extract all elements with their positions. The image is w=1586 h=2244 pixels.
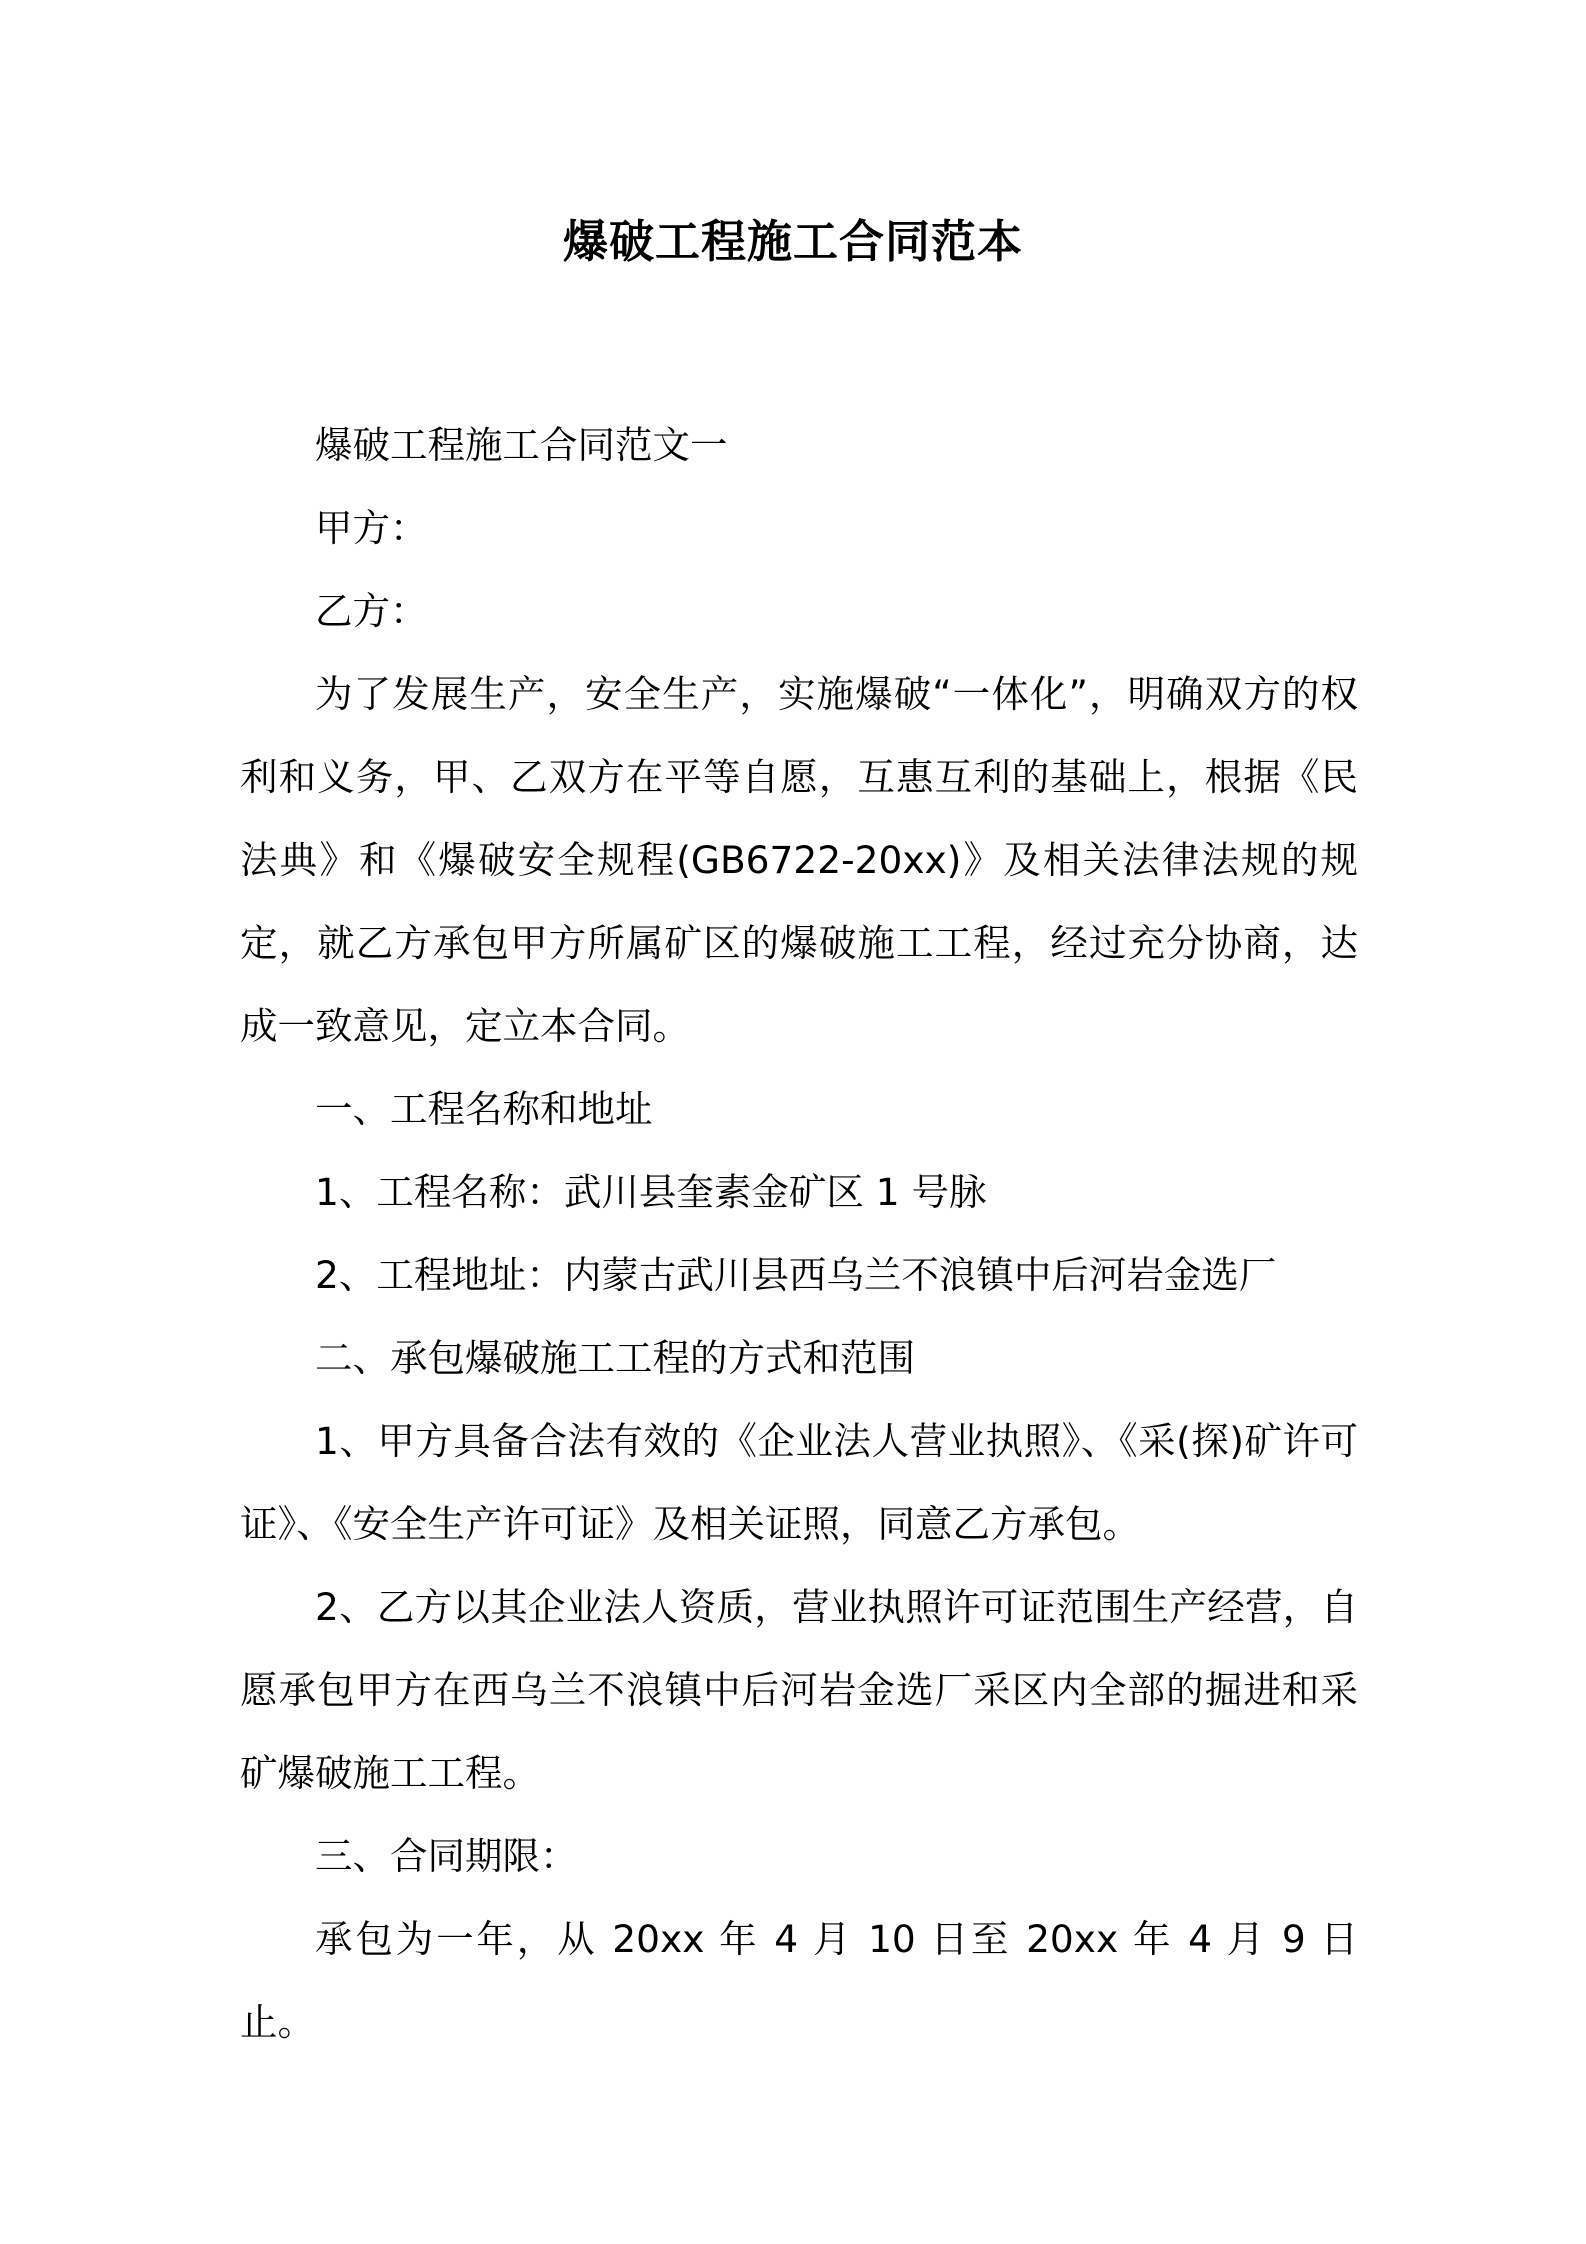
clause-project-name: 1、工程名称：武川县奎素金矿区 1 号脉 [315, 1170, 987, 1214]
clause-scope-2: 2、乙方以其企业法人资质，营业执照许可证范围生产经营，自愿承包甲方在西乌兰不浪镇中后河岩金选厂采区内全部的掘进和采矿爆破施工工程。 [240, 1585, 1358, 1795]
clause-scope-1: 1、甲方具备合法有效的《企业法人营业执照》、《采(探)矿许可证》、《安全生产许可证》及相关证照，同意乙方承包。 [240, 1419, 1358, 1546]
section-heading-project-name: 一、工程名称和地址 [315, 1087, 653, 1131]
clause-project-address: 2、工程地址：内蒙古武川县西乌兰不浪镇中后河岩金选厂 [315, 1253, 1277, 1297]
party-a-line: 甲方： [315, 506, 428, 550]
section-heading-term: 三、合同期限： [315, 1834, 578, 1878]
document-title: 爆破工程施工合同范本 [562, 215, 1023, 268]
clause-term: 承包为一年，从 20xx 年 4 月 10 日至 20xx 年 4 月 9 日止。 [240, 1917, 1358, 2044]
section-heading-version: 爆破工程施工合同范文一 [315, 423, 728, 467]
document-body [240, 404, 1358, 2064]
preamble-paragraph: 为了发展生产，安全生产，实施爆破“一体化”，明确双方的权利和义务，甲、乙双方在平等自愿，互惠互利的基础上，根据《民法典》和《爆破安全规程(GB6722-20xx)》及相关法律法规的规定，就乙方承包甲方所属矿区的爆破施工工程，经过充分协商，达成一致意见，定立本合同。 [240, 672, 1358, 1048]
party-b-line: 乙方： [315, 589, 428, 633]
section-heading-scope: 二、承包爆破施工工程的方式和范围 [315, 1336, 915, 1380]
